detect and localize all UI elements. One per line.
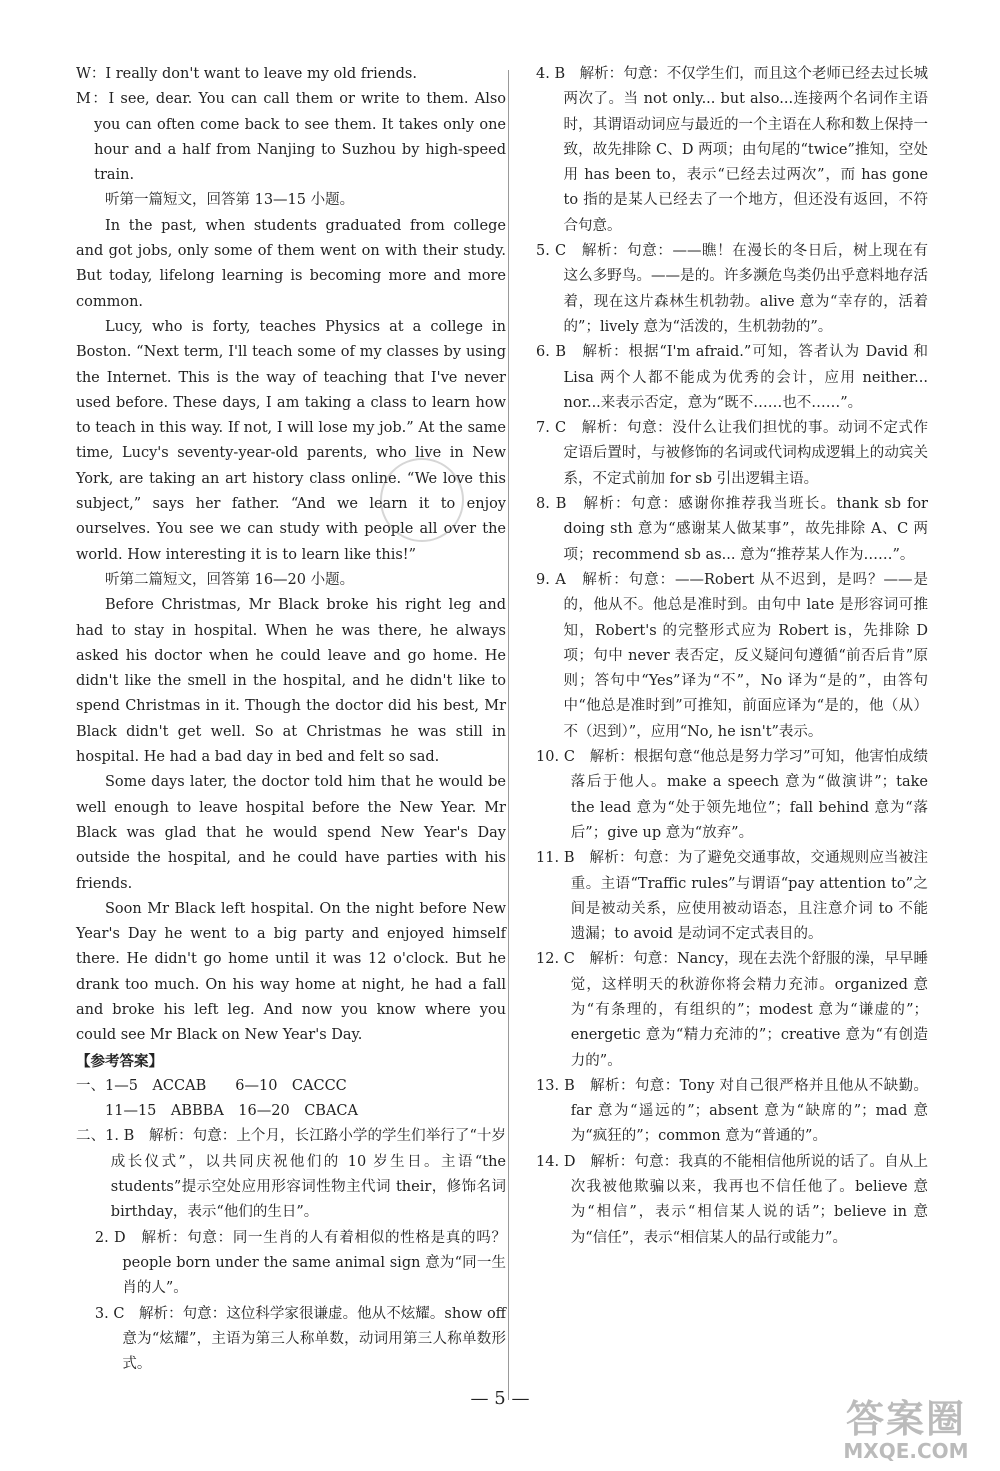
left-column	[76, 62, 506, 1377]
explanation-item: 8. B 解析：句意：感谢你推荐我当班长。thank sb for doing sth 意为“感谢某人做某事”，故先排除 A、C 两项；recommend sb as... 意为“推荐某人作为……”。	[536, 496, 928, 563]
watermark-logo-text: 答案圈	[845, 1397, 966, 1441]
explanation-item: 2. D 解析：句意：同一生肖的人有着相似的性格是真的吗？ people born under the same animal sign 意为“同一生肖的人”。	[94, 1229, 506, 1297]
column-divider	[508, 70, 509, 1400]
passage2-paragraph: Before Christmas, Mr Black broke his right leg and had to stay in hospital. When he was there, he always asked his doctor when he could leave and go home. He didn't like the smell in the hospital, and he didn't like to spend Christmas in it. Though the doctor did his best, Mr Black didn't get well. So at Christmas he was still in hospital. He had a bad day in bed and felt so sad.	[76, 597, 506, 766]
watermark-url: MXQE.COM	[843, 1439, 969, 1463]
passage1-paragraph: In the past, when students graduated from college and got jobs, only some of them went on with their study. But today, lifelong learning is becoming more and more common.	[76, 217, 506, 310]
explanation-item: 13. B 解析：句意：Tony 对自己很严格并且他从不缺勤。far 意为“遥远的”；absent 意为“缺席的”；mad 意为“疯狂的”；common 意为“普通的”。	[536, 1077, 928, 1145]
explanation-item: 5. C 解析：句意：——瞧！在漫长的冬日后，树上现在有这么多野鸟。——是的。许多濒危鸟类仍出乎意料地存活着，现在这片森林生机勃勃。alive 意为“幸存的，活着的”；lively 意为“活泼的，生机勃勃的”。	[536, 243, 928, 335]
explanation-item: 9. A 解析：句意：——Robert 从不迟到，是吗？——是的，他从不。他总是准时到。由句中 late 是形容词可推知，Robert's 的完整形式应为 Robert is，先排除 D 项；句中 never 表否定，反义疑问句遵循“前否后肯”原则；答句中“Yes”译为“不”，No 译为“是的”，由答句中“他总是准时到”可推知，前面应译为“是的，他（从）不（迟到）”，应用“No, he isn't”表示。	[536, 571, 928, 740]
answer-key-line: 11—15 ABBBA 16—20 CBACA	[105, 1103, 358, 1120]
explanation-item: 7. C 解析：句意：没什么让我们担忧的事。动词不定式作定语后置时，与被修饰的名词或代词构成逻辑上的动宾关系，不定式前加 for sb 引出逻辑主语。	[536, 420, 928, 487]
explanation-item: 3. C 解析：句意：这位科学家很谦虚。他从不炫耀。show off 意为“炫耀”，主语为第三人称单数，动词用第三人称单数形式。	[94, 1305, 506, 1373]
section-title-2: 听第二篇短文，回答第 16—20 小题。	[105, 571, 355, 588]
faint-stamp-watermark	[380, 458, 464, 542]
explanation-item: 4. B 解析：句意：不仅学生们，而且这个老师已经去过长城两次了。当 not only... but also...连接两个名词作主语时，其谓语动词应与最近的一个主语在人称和数上保持一致，故先排除 C、D 两项；由句尾的“twice”推知，空处用 has been to，表示“已经去过两次”，而 has gone to 指的是某人已经去了一个地方，但还没有返回，不符合句意。	[536, 66, 928, 234]
explanation-item: 6. B 解析：根据“I'm afraid.”可知，答者认为 David 和 Lisa 两个人都不能成为优秀的会计，应用 neither... nor...来表示否定，意为“既不……也不……”。	[536, 344, 928, 411]
dialogue-line-m: M：I see, dear. You can call them or write to them. Also you can often come back to see them. It takes only one hour and a half from Nanjing to Suzhou by high-speed train.	[76, 91, 506, 184]
answers-heading: 【参考答案】	[76, 1052, 163, 1070]
passage2-paragraph: Soon Mr Black left hospital. On the night before New Year's Day he went to a big party and enjoyed himself there. He didn't go home until it was 12 o'clock. But he drank too much. On his way home at night, he had a fall and broke his left leg. And now you know where you could see Mr Black on New Year's Day.	[76, 900, 506, 1044]
page-number: — 5 —	[470, 1388, 530, 1409]
section-title-1: 听第一篇短文，回答第 13—15 小题。	[105, 192, 355, 209]
site-logo-watermark	[826, 1388, 986, 1463]
passage1-paragraph: Lucy, who is forty, teaches Physics at a college in Boston. “Next term, I'll teach some of my classes by using the Internet. This is the way of teaching that I've never used before. These days, I am taking a class to learn how to teach in this way. If not, I will lose my job.” At the same time, Lucy's seventy-year-old parents, who live in New York, are taking an art history class online. “We love this subject,” says her father. “And we learn it to enjoy ourselves. You see we can study with people all over the world. How interesting it is to learn like this!”	[76, 318, 506, 563]
explanation-item: 12. C 解析：句意：Nancy，现在去洗个舒服的澡，早早睡觉，这样明天的秋游你将会精力充沛。organized 意为“有条理的，有组织的”；modest 意为“谦虚的”；energetic 意为“精力充沛的”；creative 意为“有创造力的”。	[536, 951, 928, 1069]
explanation-item: 二、1. B 解析：句意：上个月，长江路小学的学生们举行了“十岁成长仪式”，以共同庆祝他们的 10 岁生日。主语“the students”提示空处应用形容词性物主代词 their，修饰名词 birthday，表示“他们的生日”。	[76, 1128, 506, 1221]
passage2-paragraph: Some days later, the doctor told him that he would be well enough to leave hospital before the New Year. Mr Black was glad that he would spend New Year's Day outside the hospital, and he could have parties with his friends.	[76, 774, 506, 892]
right-column	[536, 62, 928, 1251]
explanation-item: 11. B 解析：句意：为了避免交通事故，交通规则应当被注重。主语“Traffic rules”与谓语“pay attention to”之间是被动关系，应使用被动语态，且注意介词 to 不能遗漏；to avoid 是动词不定式表目的。	[536, 850, 928, 943]
answer-key-line: 一、1—5 ACCAB 6—10 CACCC	[76, 1077, 347, 1094]
dialogue-line-w: W：I really don't want to leave my old friends.	[76, 66, 417, 82]
explanation-item: 14. D 解析：句意：我真的不能相信他所说的话了。自从上次我被他欺骗以来，我再也不信任他了。believe 意为“相信”，表示“相信某人说的话”；believe in 意为“信任”，表示“相信某人的品行或能力”。	[536, 1153, 928, 1246]
explanation-item: 10. C 解析：根据句意“他总是努力学习”可知，他害怕成绩落后于他人。make a speech 意为“做演讲”；take the lead 意为“处于领先地位”；fall behind 意为“落后”；give up 意为“放弃”。	[536, 749, 928, 841]
